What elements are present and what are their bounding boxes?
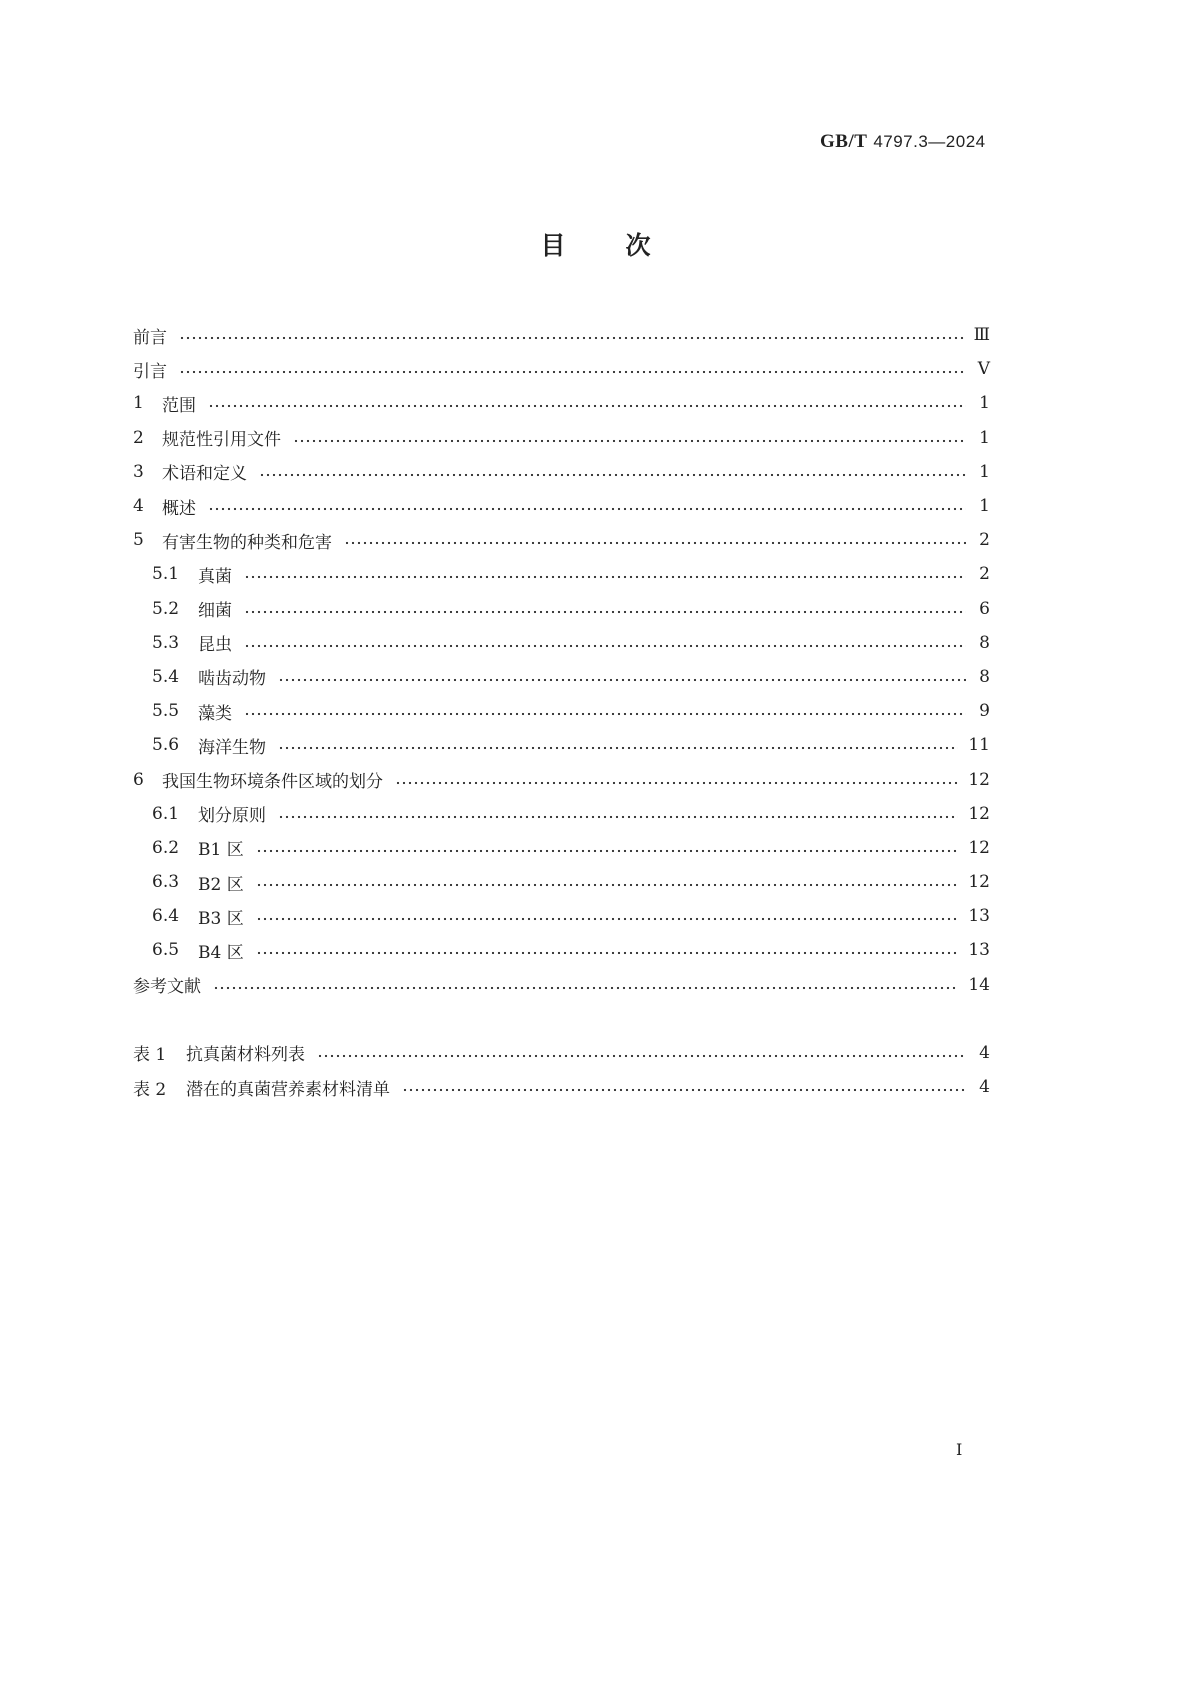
toc-entry[interactable] [133,831,990,865]
toc-entry-number: 6.2 [152,837,180,858]
dot-leader [244,712,966,716]
dot-leader [213,986,958,990]
dot-leader [179,336,964,340]
toc-entry-page: 12 [968,803,990,824]
toc-entry-number: 6 [133,769,144,790]
toc-entry-page: 14 [968,974,990,995]
toc-entry-label: 规范性引用文件 [162,430,281,451]
toc-entry-page: 12 [968,837,990,858]
toc-entry-label: 前言 [133,327,167,348]
toc-entry-number: 6.1 [152,803,180,824]
toc-entry-page: 4 [979,1042,990,1063]
toc-entry[interactable] [133,421,990,455]
toc-entry-number: 5.5 [152,701,180,722]
toc-entry-label: 抗真菌材料列表 [186,1045,305,1066]
dot-leader [244,610,966,614]
dot-leader [395,781,958,785]
toc-entry-page: Ⅲ [973,325,990,346]
toc-entry[interactable] [133,797,990,831]
dot-leader [278,815,958,819]
toc-entry-label: 真菌 [198,566,232,587]
dot-leader [179,370,966,374]
dot-leader [256,849,959,853]
spacer [133,1002,990,1036]
toc-entry-label: 参考文献 [133,977,201,998]
dot-leader [256,951,959,955]
toc-entry-page: 12 [968,769,990,790]
toc-entry[interactable] [133,660,990,694]
toc-entry[interactable] [133,1036,990,1070]
toc-entry-page: 1 [979,393,990,414]
page-title [0,226,1191,262]
toc-entry-page: 1 [979,496,990,517]
toc-entry[interactable] [133,489,990,523]
dot-leader [293,439,966,443]
dot-leader [208,404,966,408]
toc-entry[interactable] [133,968,990,1002]
toc-entry-label: 范围 [162,395,196,416]
toc-entry[interactable] [133,694,990,728]
toc-entry-page: 1 [979,427,990,448]
toc-entry[interactable] [133,455,990,489]
toc-entry[interactable] [133,899,990,933]
toc-entry-number: 6.5 [152,940,180,961]
toc-entry-number: 5.6 [152,735,180,756]
table-of-contents [133,318,990,1104]
toc-entry-label: 概述 [162,498,196,519]
toc-entry[interactable] [133,592,990,626]
toc-entry-page: 13 [968,940,990,961]
toc-entry[interactable] [133,865,990,899]
toc-entry-label: B4 区 [198,942,244,963]
toc-entry-label: 有害生物的种类和危害 [162,532,332,553]
standard-number [820,131,986,153]
toc-entry-number: 5.2 [152,598,180,619]
toc-entry-number: 3 [133,461,144,482]
toc-entry-number: 6.4 [152,906,180,927]
dot-leader [278,678,966,682]
toc-entry-number: 2 [133,427,144,448]
toc-entry-label: 我国生物环境条件区域的划分 [162,772,383,793]
dot-leader [259,473,966,477]
toc-entry-number: 5 [133,530,144,551]
toc-entry[interactable] [133,318,990,352]
dot-leader [317,1054,966,1058]
toc-entry-page: 2 [979,530,990,551]
standard-prefix: GB/T [820,131,868,152]
toc-entry-number: 表 1 [133,1045,167,1066]
title-char: 目 [540,231,566,260]
toc-entry-label: 潜在的真菌营养素材料清单 [186,1079,390,1100]
toc-entry-page: 8 [979,632,990,653]
toc-entry-label: B2 区 [198,874,244,895]
toc-entry-page: 9 [979,701,990,722]
toc-entry-number: 6.3 [152,872,180,893]
dot-leader [402,1088,966,1092]
toc-entry-page: Ⅴ [977,359,990,380]
toc-entry-label: 海洋生物 [198,737,266,758]
toc-entry[interactable] [133,728,990,762]
toc-entry[interactable] [133,386,990,420]
toc-entry-page: 4 [979,1077,990,1098]
standard-code: 4797.3—2024 [873,132,986,151]
toc-entry[interactable] [133,626,990,660]
dot-leader [244,575,966,579]
toc-entry-label: 划分原则 [198,806,266,827]
dot-leader [344,541,966,545]
toc-entry-label: 藻类 [198,703,232,724]
toc-entry-label: 昆虫 [198,635,232,656]
toc-entry-number: 4 [133,496,144,517]
toc-entry-number: 5.3 [152,632,180,653]
toc-entry[interactable] [133,557,990,591]
toc-entry[interactable] [133,933,990,967]
toc-entry-number: 5.1 [152,564,180,585]
toc-entry-label: 细菌 [198,601,232,622]
toc-entry-page: 2 [979,564,990,585]
toc-entry[interactable] [133,1070,990,1104]
dot-leader [244,644,966,648]
toc-entry[interactable] [133,352,990,386]
title-char: 次 [625,231,651,260]
toc-entry-page: 12 [968,872,990,893]
toc-entry[interactable] [133,523,990,557]
dot-leader [208,507,966,511]
toc-entry-label: 引言 [133,361,167,382]
toc-entry-page: 11 [968,735,990,756]
toc-entry-number: 5.4 [152,666,180,687]
toc-entry-number: 1 [133,393,144,414]
toc-entry-page: 13 [968,906,990,927]
toc-entry-label: 啮齿动物 [198,669,266,690]
toc-entry-label: B3 区 [198,908,244,929]
toc-entry-label: B1 区 [198,840,244,861]
page-number: I [956,1440,963,1459]
toc-entry-page: 8 [979,666,990,687]
toc-entry[interactable] [133,762,990,796]
dot-leader [256,917,959,921]
dot-leader [256,883,959,887]
dot-leader [278,746,958,750]
toc-entry-page: 6 [979,598,990,619]
toc-entry-number: 表 2 [133,1079,167,1100]
toc-entry-label: 术语和定义 [162,464,247,485]
toc-entry-page: 1 [979,461,990,482]
